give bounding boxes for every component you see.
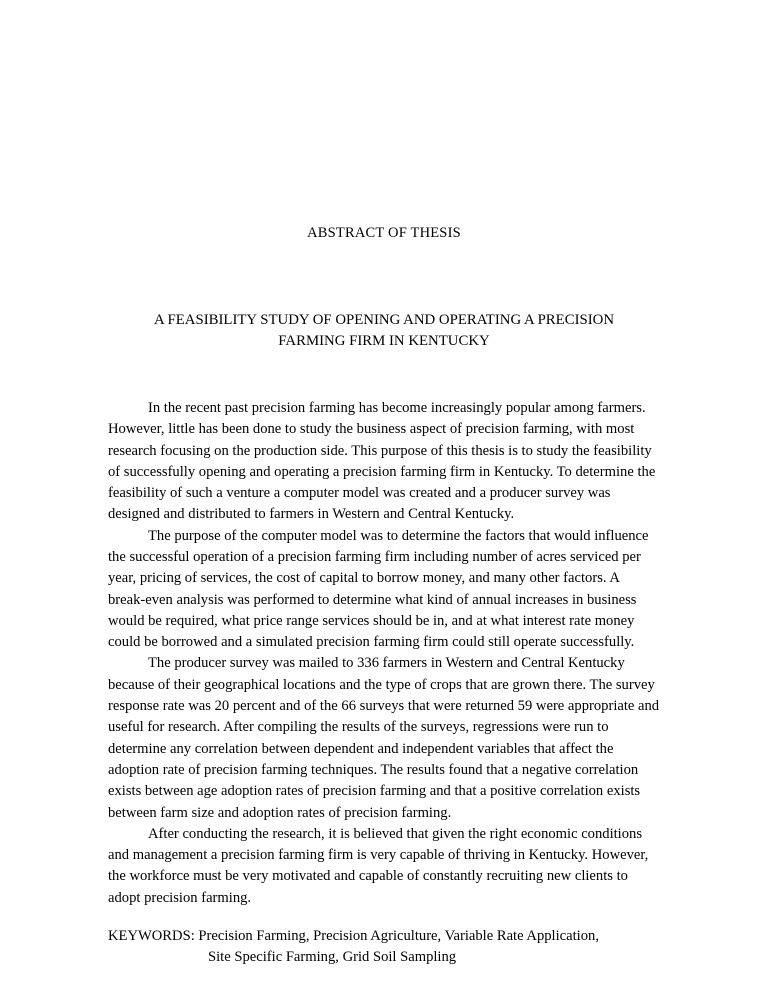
keywords-line-2: Site Specific Farming, Grid Soil Sampling (208, 949, 457, 966)
thesis-title (108, 310, 660, 353)
abstract-paragraph-3: The producer survey was mailed to 336 farmers in Western and Central Kentucky because of their geographical locations and the type of crops that are grown there. The survey response rate was 20 percent and of the 66 surveys that were returned 59 were appropriate and useful for research. After compiling the results of the surveys, regressions were run to determine any correlation between dependent and independent variables that affect the adoption rate of precision farming techniques. The results found that a negative correlation exists between age adoption rates of precision farming and that a positive correlation exists between farm size and adoption rates of precision farming. (108, 655, 660, 821)
document-content (108, 0, 660, 969)
abstract-body (108, 398, 660, 969)
abstract-paragraph-1: In the recent past precision farming has become increasingly popular among farmers. However, little has been done to study the business aspect of precision farming, with most research focusing on the production side. This purpose of this thesis is to study the feasibility of successfully opening and operating a precision farming firm in Kentucky. To determine the feasibility of such a venture a computer model was created and a producer survey was designed and distributed to farmers in Western and Central Kentucky. (108, 399, 656, 523)
abstract-paragraph-2: The purpose of the computer model was to determine the factors that would influence the successful operation of a precision farming firm including number of acres serviced per year, pricing of services, the cost of capital to borrow money, and many other factors. A break-even analysis was performed to determine what kind of annual increases in business would be required, what price range services should be in, and at what interest rate money could be borrowed and a simulated precision farming firm could still operate successfully. (108, 527, 649, 651)
keywords-line-1: KEYWORDS: Precision Farming, Precision Agriculture, Variable Rate Application, (108, 928, 599, 945)
keywords-block (108, 926, 660, 969)
abstract-heading: ABSTRACT OF THESIS (307, 225, 461, 241)
thesis-title-line-1: A FEASIBILITY STUDY OF OPENING AND OPERATING A PRECISION (153, 312, 615, 328)
abstract-paragraph-4: After conducting the research, it is believed that given the right economic conditions and management a precision farming firm is very capable of thriving in Kentucky. However, the workforce must be very motivated and capable of constantly recruiting new clients to adopt precision farming. (108, 825, 649, 906)
thesis-title-line-2: FARMING FIRM IN KENTUCKY (278, 333, 490, 350)
